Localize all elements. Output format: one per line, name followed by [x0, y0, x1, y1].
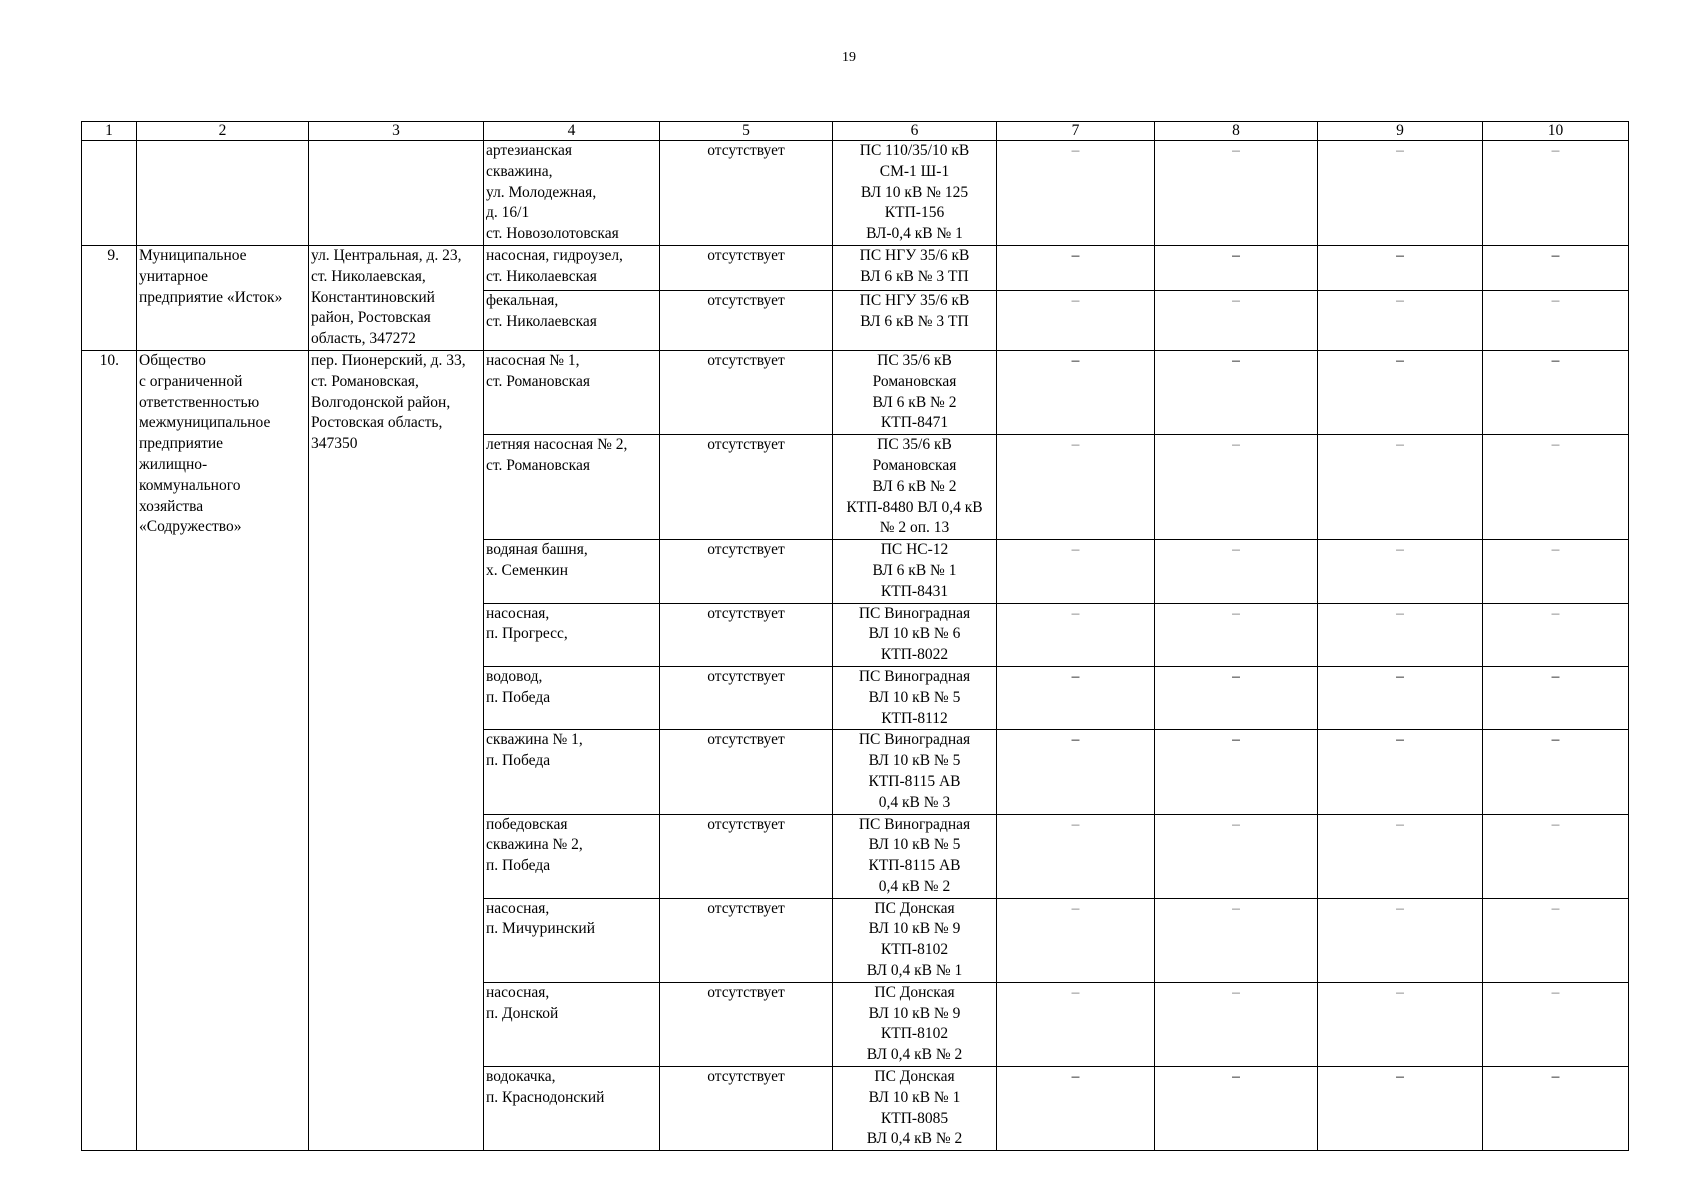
status-cell: отсутствует: [660, 435, 833, 540]
value-cell: –: [997, 435, 1155, 540]
value-cell: –: [1318, 666, 1483, 729]
column-header: 6: [833, 122, 997, 141]
value-cell: –: [1155, 1067, 1318, 1151]
value-cell: –: [1483, 666, 1629, 729]
value-cell: –: [1483, 540, 1629, 603]
status-cell: отсутствует: [660, 898, 833, 982]
row-number-cell: [82, 141, 137, 246]
power-source-cell: ПС НС-12 ВЛ 6 кВ № 1 КТП-8431: [833, 540, 997, 603]
value-cell: –: [1483, 730, 1629, 814]
status-cell: отсутствует: [660, 730, 833, 814]
value-cell: –: [1483, 814, 1629, 898]
value-cell: –: [997, 540, 1155, 603]
status-cell: отсутствует: [660, 982, 833, 1066]
object-cell: насосная, п. Прогресс,: [484, 603, 660, 666]
table-row: [82, 350, 1629, 434]
row-number-cell: 10.: [82, 350, 137, 1150]
status-cell: отсутствует: [660, 141, 833, 246]
object-cell: скважина № 1, п. Победа: [484, 730, 660, 814]
object-cell: водовод, п. Победа: [484, 666, 660, 729]
object-cell: водяная башня, х. Семенкин: [484, 540, 660, 603]
column-header: 3: [309, 122, 484, 141]
object-cell: фекальная, ст. Николаевская: [484, 290, 660, 350]
value-cell: –: [1155, 350, 1318, 434]
power-source-cell: ПС 35/6 кВ Романовская ВЛ 6 кВ № 2 КТП-8480 ВЛ 0,4 кВ № 2 оп. 13: [833, 435, 997, 540]
organization-cell: Общество с ограниченной ответственностью межмуниципальное предприятие жилищно- коммунального хозяйства «Содружество»: [137, 350, 309, 1150]
value-cell: –: [1483, 435, 1629, 540]
status-cell: отсутствует: [660, 666, 833, 729]
power-source-cell: ПС Виноградная ВЛ 10 кВ № 6 КТП-8022: [833, 603, 997, 666]
status-cell: отсутствует: [660, 603, 833, 666]
address-cell: пер. Пионерский, д. 33, ст. Романовская, Волгодонской район, Ростовская область, 347350: [309, 350, 484, 1150]
value-cell: –: [1483, 141, 1629, 246]
status-cell: отсутствует: [660, 540, 833, 603]
status-cell: отсутствует: [660, 814, 833, 898]
object-cell: артезианская скважина, ул. Молодежная, д. 16/1 ст. Новозолотовская: [484, 141, 660, 246]
status-cell: отсутствует: [660, 1067, 833, 1151]
status-cell: отсутствует: [660, 245, 833, 290]
value-cell: –: [1155, 730, 1318, 814]
value-cell: –: [997, 982, 1155, 1066]
value-cell: –: [997, 898, 1155, 982]
object-cell: насосная, п. Мичуринский: [484, 898, 660, 982]
value-cell: –: [1318, 814, 1483, 898]
value-cell: –: [1483, 898, 1629, 982]
page-number: 19: [842, 50, 856, 65]
value-cell: –: [1318, 350, 1483, 434]
value-cell: –: [1155, 141, 1318, 246]
column-header: 10: [1483, 122, 1629, 141]
value-cell: –: [1155, 982, 1318, 1066]
object-cell: победовская скважина № 2, п. Победа: [484, 814, 660, 898]
table-row: [82, 141, 1629, 246]
object-cell: водокачка, п. Краснодонский: [484, 1067, 660, 1151]
table-row: [82, 245, 1629, 290]
address-cell: ул. Центральная, д. 23, ст. Николаевская, Константиновский район, Ростовская область, 347272: [309, 245, 484, 350]
data-table: [81, 121, 1629, 1151]
value-cell: –: [997, 245, 1155, 290]
status-cell: отсутствует: [660, 290, 833, 350]
value-cell: –: [997, 290, 1155, 350]
value-cell: –: [1318, 603, 1483, 666]
value-cell: –: [1483, 603, 1629, 666]
address-cell: [309, 141, 484, 246]
object-cell: летняя насосная № 2, ст. Романовская: [484, 435, 660, 540]
column-header: 5: [660, 122, 833, 141]
value-cell: –: [1318, 290, 1483, 350]
organization-cell: Муниципальное унитарное предприятие «Исток»: [137, 245, 309, 350]
power-source-cell: ПС Виноградная ВЛ 10 кВ № 5 КТП-8115 АВ 0,4 кВ № 3: [833, 730, 997, 814]
value-cell: –: [1483, 982, 1629, 1066]
column-header: 8: [1155, 122, 1318, 141]
power-source-cell: ПС Виноградная ВЛ 10 кВ № 5 КТП-8115 АВ 0,4 кВ № 2: [833, 814, 997, 898]
value-cell: –: [1155, 540, 1318, 603]
object-cell: насосная, п. Донской: [484, 982, 660, 1066]
power-source-cell: ПС 35/6 кВ Романовская ВЛ 6 кВ № 2 КТП-8471: [833, 350, 997, 434]
value-cell: –: [1483, 290, 1629, 350]
power-source-cell: ПС НГУ 35/6 кВ ВЛ 6 кВ № 3 ТП: [833, 290, 997, 350]
value-cell: –: [1483, 350, 1629, 434]
value-cell: –: [997, 666, 1155, 729]
power-source-cell: ПС Виноградная ВЛ 10 кВ № 5 КТП-8112: [833, 666, 997, 729]
value-cell: –: [1155, 435, 1318, 540]
value-cell: –: [1483, 1067, 1629, 1151]
value-cell: –: [1318, 245, 1483, 290]
power-source-cell: ПС Донская ВЛ 10 кВ № 9 КТП-8102 ВЛ 0,4 кВ № 1: [833, 898, 997, 982]
value-cell: –: [1155, 290, 1318, 350]
value-cell: –: [1318, 898, 1483, 982]
value-cell: –: [1155, 603, 1318, 666]
object-cell: насосная, гидроузел, ст. Николаевская: [484, 245, 660, 290]
value-cell: –: [1155, 814, 1318, 898]
power-source-cell: ПС НГУ 35/6 кВ ВЛ 6 кВ № 3 ТП: [833, 245, 997, 290]
value-cell: –: [997, 141, 1155, 246]
power-source-cell: ПС Донская ВЛ 10 кВ № 9 КТП-8102 ВЛ 0,4 кВ № 2: [833, 982, 997, 1066]
value-cell: –: [997, 814, 1155, 898]
power-source-cell: ПС 110/35/10 кВ СМ-1 Ш-1 ВЛ 10 кВ № 125 КТП-156 ВЛ-0,4 кВ № 1: [833, 141, 997, 246]
column-header: 1: [82, 122, 137, 141]
object-cell: насосная № 1, ст. Романовская: [484, 350, 660, 434]
column-header: 4: [484, 122, 660, 141]
value-cell: –: [1318, 730, 1483, 814]
row-number-cell: 9.: [82, 245, 137, 350]
value-cell: –: [997, 730, 1155, 814]
value-cell: –: [1155, 666, 1318, 729]
status-cell: отсутствует: [660, 350, 833, 434]
value-cell: –: [1318, 982, 1483, 1066]
value-cell: –: [1155, 898, 1318, 982]
value-cell: –: [997, 350, 1155, 434]
value-cell: –: [1155, 245, 1318, 290]
power-source-cell: ПС Донская ВЛ 10 кВ № 1 КТП-8085 ВЛ 0,4 кВ № 2: [833, 1067, 997, 1151]
value-cell: –: [997, 1067, 1155, 1151]
column-header: 7: [997, 122, 1155, 141]
organization-cell: [137, 141, 309, 246]
value-cell: –: [1318, 540, 1483, 603]
column-header: 2: [137, 122, 309, 141]
header-row: [82, 122, 1629, 141]
column-header: 9: [1318, 122, 1483, 141]
value-cell: –: [1318, 141, 1483, 246]
value-cell: –: [1483, 245, 1629, 290]
value-cell: –: [997, 603, 1155, 666]
value-cell: –: [1318, 1067, 1483, 1151]
value-cell: –: [1318, 435, 1483, 540]
